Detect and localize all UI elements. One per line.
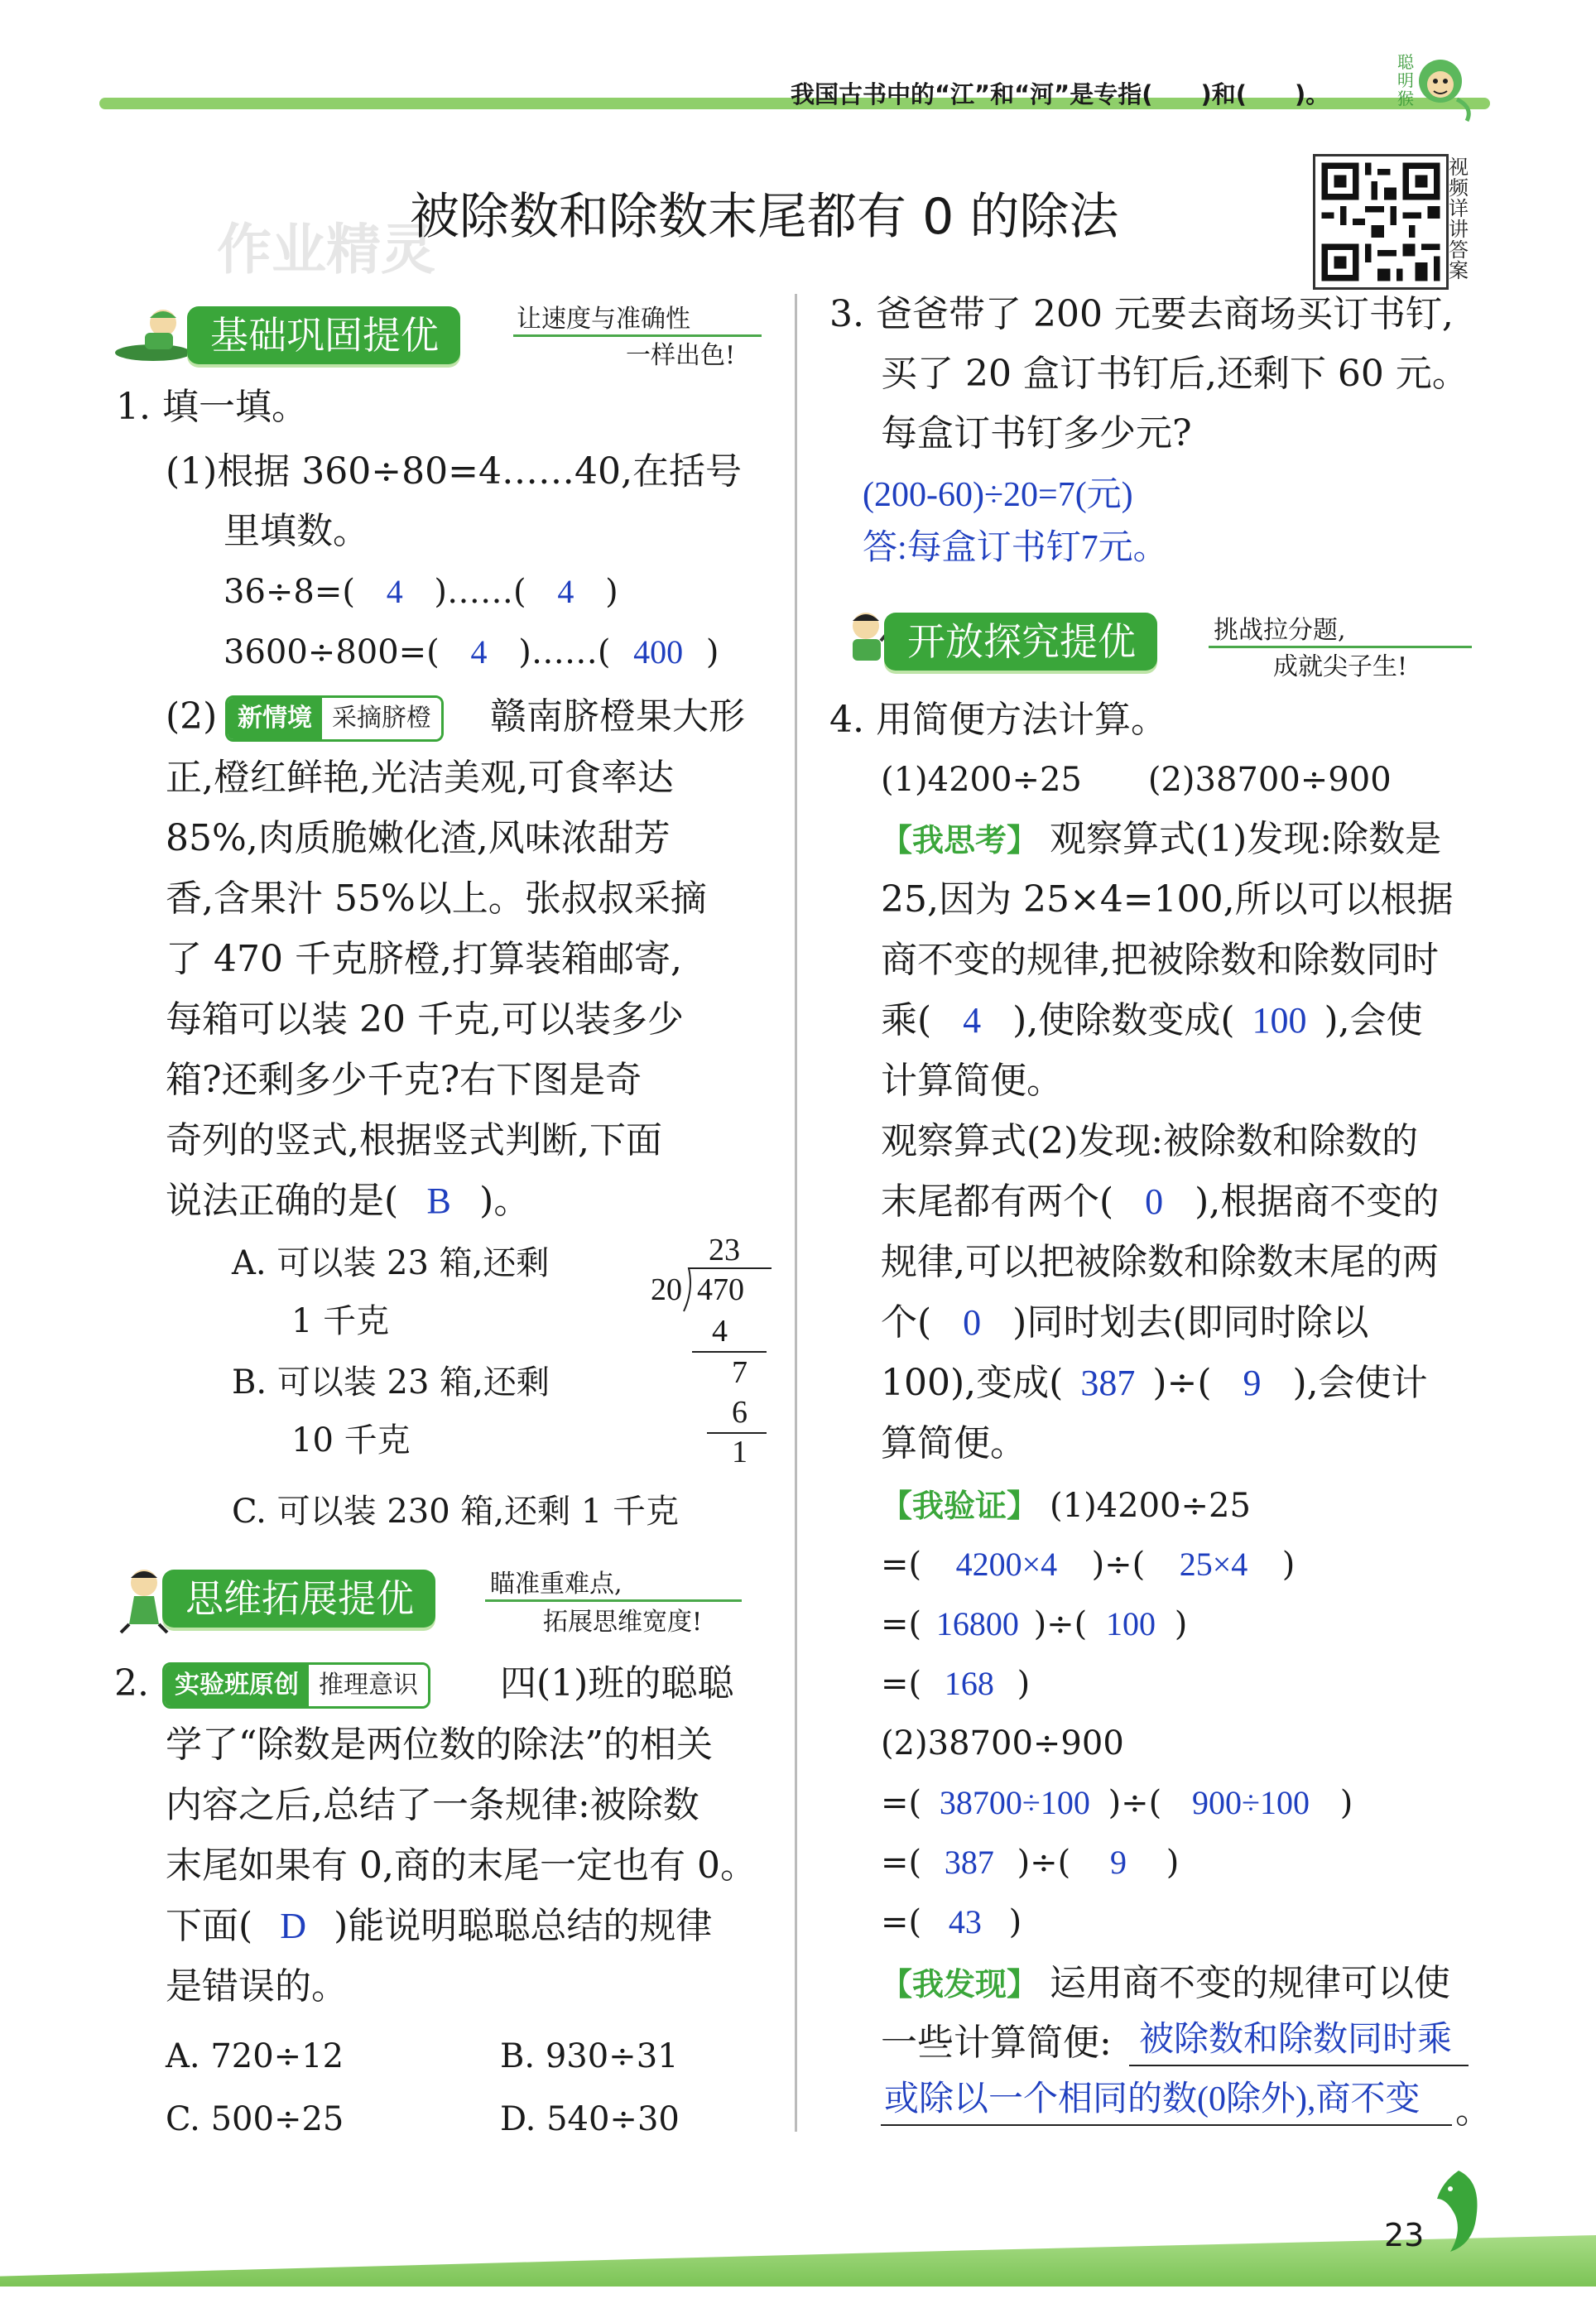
q4-v5: (2)38700÷900: [881, 1724, 1124, 1762]
q4-think-line7: [881, 1177, 1439, 1227]
q1-eq2-a: 3600÷800=(: [224, 633, 440, 671]
q4-v3-a: =(: [881, 1605, 922, 1643]
q4-think-l1: 观察算式(1)发现:除数是: [1050, 818, 1442, 860]
q2-l5-b: )能说明聪聪总结的规律: [334, 1905, 713, 1947]
column-divider: [795, 294, 797, 2132]
q1-p2-line3: 香,含果汁 55%以上。张叔叔采摘: [166, 878, 707, 920]
q1-badge: [225, 695, 444, 742]
q1-eq1-a: 36÷8=(: [224, 573, 355, 611]
q4-l9-a: 个(: [881, 1301, 932, 1344]
q1-p2-line5: 每箱可以装 20 千克,可以装多少: [166, 998, 684, 1041]
q4-v3-b: )÷(: [1033, 1605, 1088, 1643]
section-think-line: [485, 1599, 742, 1602]
q4-verify-tag: 【我验证】: [881, 1488, 1039, 1524]
q1-p2-ans: B: [426, 1181, 451, 1221]
q4-v7-a: =(: [881, 1844, 922, 1882]
q4-v8-a: =(: [881, 1903, 922, 1941]
q4-think-line9: [881, 1298, 1369, 1348]
q4-ans-4: 4: [963, 1000, 982, 1041]
logo-text: 聪明猴: [1397, 52, 1414, 108]
section-think-note1: 瞄准重难点,: [490, 1570, 623, 1599]
q4-v1: (1)4200÷25: [1050, 1487, 1251, 1525]
q1-eq1: [224, 567, 618, 617]
div-line1: [692, 1351, 767, 1353]
qr-code: [1313, 154, 1449, 290]
q4-l7-a: 末尾都有两个(: [881, 1181, 1114, 1223]
q4-ans-0b: 0: [963, 1302, 982, 1343]
q4-title: 4. 用简便方法计算。: [829, 699, 1167, 741]
qr-label: 视频详讲答案: [1449, 156, 1469, 282]
q1-p2-line0: 赣南脐橙果大形: [490, 695, 745, 738]
q1-p2-label: (2): [166, 695, 218, 738]
q2-optB: B. 930÷31: [500, 2037, 679, 2075]
q4-v6-b: )÷(: [1108, 1784, 1162, 1822]
q4-v4-c: ): [1017, 1665, 1031, 1703]
q4-l4-b: ),使除数变成(: [1012, 999, 1235, 1041]
q1-eq2: [224, 628, 719, 677]
q4-l4-c: ),会使: [1324, 999, 1423, 1041]
q4-ans-100: 100: [1252, 1000, 1307, 1041]
q4-think-line1: [881, 815, 1441, 865]
q1-p2-line7: 奇列的竖式,根据竖式判断,下面: [166, 1119, 662, 1161]
q4-v4-ans: 168: [944, 1665, 994, 1702]
q1-optB1: B. 可以装 23 箱,还剩: [232, 1363, 550, 1402]
q4-verify-line1: [881, 1480, 1251, 1531]
q4-exprs: (1)4200÷25 (2)38700÷900: [881, 761, 1392, 799]
section-basic-note2: 一样出色!: [626, 341, 736, 370]
q4-find-ans2: 或除以一个相同的数(0除外),商不变: [884, 2080, 1421, 2118]
q4-v6-a: =(: [881, 1784, 922, 1822]
q3-line1: 买了 20 盒订书钉后,还剩下 60 元。: [881, 353, 1469, 395]
q4-ans-0a: 0: [1145, 1181, 1164, 1222]
section-basic-tag: 基础巩固提优: [187, 306, 460, 364]
q1-badge-topic: 采摘脐橙: [322, 698, 441, 739]
q1-optC: C. 可以装 230 箱,还剩 1 千克: [232, 1493, 679, 1531]
q1-optA2: 1 千克: [291, 1302, 390, 1340]
q4-think-line3: 商不变的规律,把被除数和除数同时: [881, 939, 1439, 981]
div-r2: 7: [732, 1355, 748, 1390]
q3-line0: 3. 爸爸带了 200 元要去商场买订书钉,: [829, 293, 1454, 335]
bottom-green-bar: [0, 2235, 1596, 2287]
q4-v8-ans: 43: [948, 1903, 982, 1940]
q2-optA: A. 720÷12: [166, 2037, 344, 2075]
section-basic-note1: 让速度与准确性: [517, 305, 690, 334]
q4-v2-ans2: 25×4: [1179, 1546, 1248, 1583]
q4-find-l1: 运用商不变的规律可以使: [1050, 1962, 1451, 2004]
q2-num: 2.: [114, 1662, 149, 1705]
q1-p2-last-b: )。: [479, 1180, 531, 1222]
q4-find-ans1: 被除数和除数同时乘: [1139, 2021, 1453, 2059]
q4-l10-c: ),会使计: [1292, 1362, 1428, 1404]
q1-p2-last-a: 说法正确的是(: [166, 1180, 399, 1222]
div-r3: 6: [732, 1395, 748, 1430]
q1-eq1-c: ): [605, 573, 618, 611]
q4-v2: [881, 1540, 1295, 1589]
q4-think-line8: 规律,可以把被除数和除数末尾的两: [881, 1241, 1439, 1283]
q1-eq1-ans1: 4: [386, 573, 403, 610]
div-r1: 4: [712, 1314, 728, 1349]
q4-v4-a: =(: [881, 1665, 922, 1703]
q4-l9-b: )同时划去(即同时除以: [1012, 1301, 1369, 1344]
q4-think-line11: 算简便。: [881, 1422, 1026, 1464]
q1-badge-new: 新情境: [228, 698, 322, 739]
long-division: [649, 1232, 773, 1480]
q3-ans1: (200-60)÷20=7(元): [863, 476, 1133, 514]
top-hint: 我国古书中的“江”和“河”是专指( )和( )。: [791, 80, 1330, 108]
q1-eq2-ans1: 4: [470, 633, 488, 671]
q4-v4: [881, 1659, 1030, 1709]
q4-v8: [881, 1897, 1022, 1947]
mascot-icon: [112, 305, 195, 364]
div-dividend: 470: [697, 1272, 744, 1307]
q2-optD: D. 540÷30: [500, 2100, 680, 2138]
q2-l5-a: 下面(: [166, 1905, 253, 1947]
q3-ans2: 答:每盒订书钉7元。: [863, 529, 1168, 567]
q4-find-end: 。: [1455, 2089, 1492, 2132]
div-quotient: 23: [709, 1233, 740, 1267]
q2-ans: D: [280, 1906, 307, 1946]
q1-p2-line2: 85%,肉质脆嫩化渣,风味浓甜芳: [166, 817, 671, 859]
q2-badge: [162, 1662, 430, 1709]
q4-think-line2: 25,因为 25×4=100,所以可以根据: [881, 878, 1454, 921]
div-divisor: 20: [651, 1272, 682, 1307]
q4-v2-a: =(: [881, 1546, 922, 1584]
q2-line1: 学了“除数是两位数的除法”的相关: [166, 1724, 713, 1766]
q4-v2-ans1: 4200×4: [955, 1546, 1058, 1583]
dolphin-icon: [1425, 2166, 1492, 2257]
q1-p1-line1: (1)根据 360÷80=4……40,在括号: [166, 450, 742, 493]
q2-badge-topic: 推理意识: [309, 1665, 428, 1706]
q1-eq2-ans2: 400: [633, 633, 684, 671]
q1-optA1: A. 可以装 23 箱,还剩: [232, 1244, 550, 1282]
q4-find-l2: 一些计算简便:: [881, 2022, 1112, 2064]
section-open-tag: 开放探究提优: [884, 613, 1157, 671]
div-r4: 1: [732, 1435, 748, 1469]
q4-ans-9: 9: [1243, 1363, 1262, 1403]
q3-line2: 每盒订书钉多少元?: [881, 412, 1192, 454]
q1-p2-last: [166, 1176, 530, 1226]
q4-v8-c: ): [1008, 1903, 1022, 1941]
q2-line3: 末尾如果有 0,商的末尾一定也有 0。: [166, 1844, 757, 1887]
q4-l7-b: ),根据商不变的: [1195, 1181, 1440, 1223]
q1-p1-line2: 里填数。: [224, 510, 369, 552]
q2-line0: 四(1)班的聪聪: [500, 1662, 734, 1705]
q4-v6-ans1: 38700÷100: [939, 1784, 1090, 1821]
q4-v6: [881, 1778, 1353, 1828]
q4-l10-a: 100),变成(: [881, 1362, 1064, 1404]
section-think-note2: 拓展思维宽度!: [543, 1608, 703, 1637]
q4-think-line6: 观察算式(2)发现:被除数和除数的: [881, 1120, 1419, 1162]
q4-think-line5: 计算简便。: [881, 1060, 1063, 1102]
q2-line5: 是错误的。: [166, 1965, 348, 2008]
q4-ans-387: 387: [1080, 1363, 1136, 1403]
q4-v7-c: ): [1166, 1844, 1180, 1882]
section-open-note2: 成就尖子生!: [1273, 652, 1408, 681]
q4-v3-c: ): [1174, 1605, 1188, 1643]
q4-v6-ans2: 900÷100: [1192, 1784, 1310, 1821]
section-basic-line: [513, 334, 762, 337]
q1-eq2-b: )……(: [518, 633, 611, 671]
section-open-note1: 挑战拉分题,: [1214, 616, 1346, 645]
q1-optB2: 10 千克: [291, 1421, 411, 1459]
q4-l10-b: )÷(: [1152, 1362, 1212, 1404]
page-number: 23: [1384, 2217, 1425, 2253]
q4-find-underline2: [881, 2124, 1452, 2126]
q4-think-line10: [881, 1358, 1428, 1408]
q4-think-tag: 【我思考】: [881, 822, 1039, 858]
q4-v6-c: ): [1339, 1784, 1353, 1822]
q4-v3-ans2: 100: [1106, 1605, 1156, 1642]
watermark: 作业精灵: [217, 218, 435, 281]
q1-p2-line6: 箱?还剩多少千克?右下图是奇: [166, 1059, 642, 1101]
q4-v7-ans2: 9: [1110, 1844, 1127, 1881]
page-title: 被除数和除数末尾都有 0 的除法: [410, 188, 1119, 246]
q2-badge-original: 实验班原创: [165, 1665, 309, 1706]
q1-p2-line1: 正,橙红鲜艳,光洁美观,可食率达: [166, 757, 674, 799]
q4-l4-a: 乘(: [881, 999, 932, 1041]
q4-v7-b: )÷(: [1017, 1844, 1071, 1882]
q4-think-line4: [881, 996, 1423, 1046]
q4-find-line1: [881, 1959, 1450, 2009]
q4-v2-b: )÷(: [1091, 1546, 1146, 1584]
q4-v3: [881, 1599, 1187, 1649]
q4-v3-ans1: 16800: [935, 1605, 1019, 1642]
q1-eq1-ans2: 4: [557, 573, 574, 610]
section-think-tag: 思维拓展提优: [162, 1570, 435, 1628]
q4-v7-ans1: 387: [944, 1844, 994, 1881]
q1-p2-line4: 了 470 千克脐橙,打算装箱邮寄,: [166, 938, 682, 980]
q4-v2-c: ): [1281, 1546, 1296, 1584]
q1-eq1-b: )……(: [434, 573, 526, 611]
q4-find-tag: 【我发现】: [881, 1966, 1039, 2003]
q4-find-underline1: [1129, 2065, 1469, 2066]
q2-line4: [166, 1902, 712, 1951]
q2-optC: C. 500÷25: [166, 2100, 344, 2138]
section-open-line: [1209, 646, 1472, 648]
q1-eq2-c: ): [705, 633, 719, 671]
q1-title: 1. 填一填。: [116, 386, 308, 428]
q2-line2: 内容之后,总结了一条规律:被除数: [166, 1784, 699, 1826]
q4-v7: [881, 1838, 1179, 1887]
